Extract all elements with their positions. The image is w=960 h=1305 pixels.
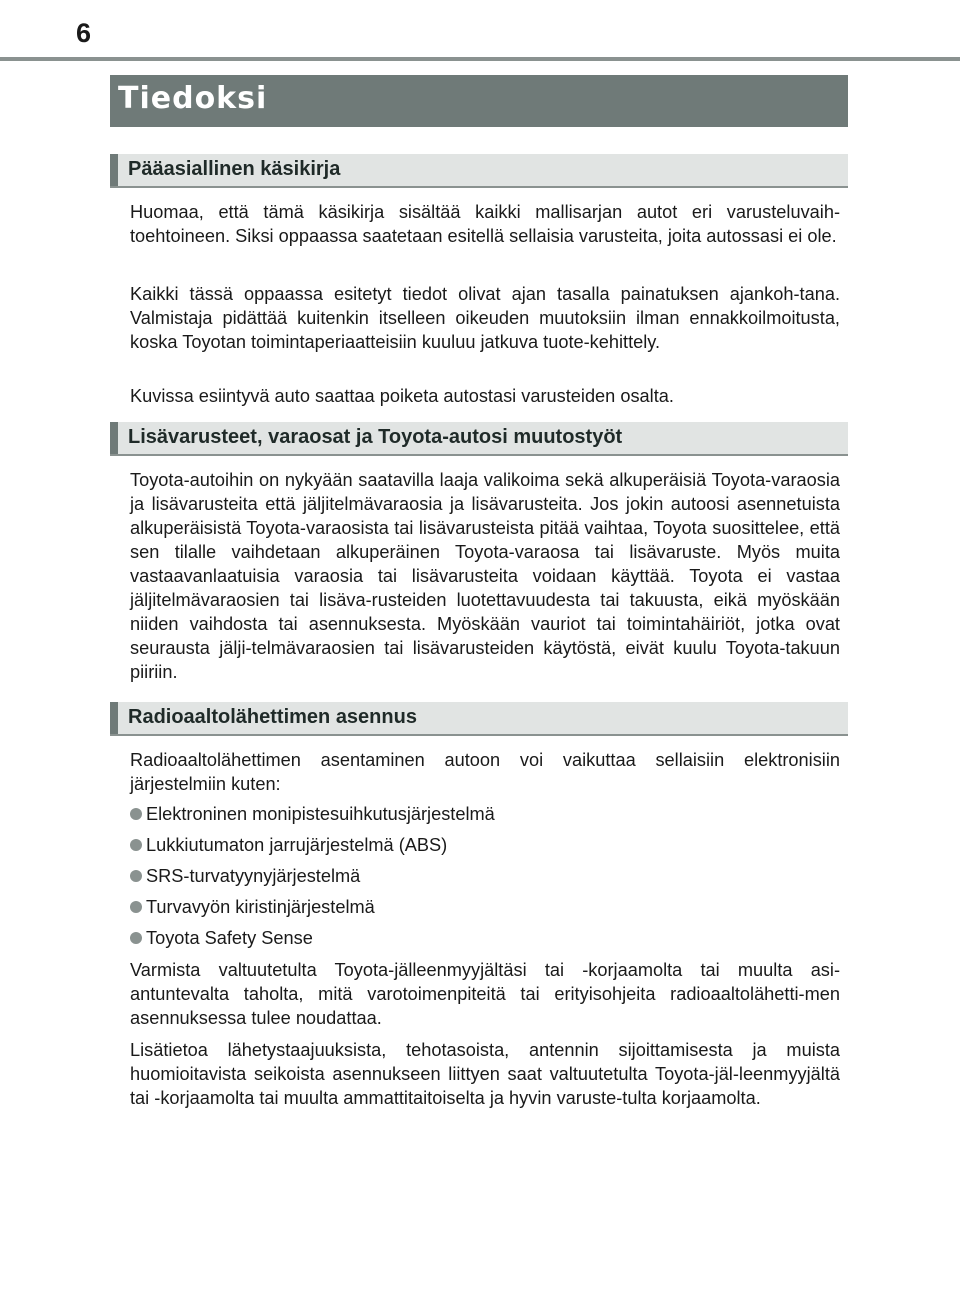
- list-item: [130, 926, 840, 950]
- bullet-icon: [130, 901, 142, 913]
- bullet-icon: [130, 839, 142, 851]
- section-title: Lisävarusteet, varaosat ja Toyota-autosi muutostyöt: [128, 426, 623, 448]
- list-item: [130, 802, 840, 826]
- list-item-text: SRS-turvatyynyjärjestelmä: [146, 866, 361, 886]
- chapter-title: Tiedoksi: [118, 81, 268, 116]
- section-title: Radioaaltolähettimen asennus: [128, 706, 417, 728]
- bullet-icon: [130, 932, 142, 944]
- chapter-banner: [110, 75, 848, 127]
- header-rule: [0, 57, 960, 61]
- list-item-text: Turvavyön kiristinjärjestelmä: [146, 897, 375, 917]
- list-item-text: Toyota Safety Sense: [146, 928, 313, 948]
- paragraph: Kuvissa esiintyvä auto saattaa poiketa autostasi varusteiden osalta.: [130, 386, 674, 406]
- list-item: [130, 833, 840, 857]
- paragraph: Varmista valtuutetulta Toyota-jälleenmyyjältäsi tai -korjaamolta tai muulta asi-antuntevalta taholta, mitä varotoimenpiteitä tai erityisohjeita radioaaltolähetti-men asennuksessa tulee noudattaa.: [130, 960, 840, 1028]
- section-heading-main-manual: [110, 154, 848, 188]
- paragraph: Lisätietoa lähetystaajuuksista, tehotasoista, antennin sijoittamisesta ja muista huomioitavista seikoista asennukseen liittyen saat valtuutetulta Toyota-jäl-leenmyyjältä tai -korjaamolta tai muulta ammattitaitoiselta ja hyvin varuste-tulta korjaamolta.: [130, 1040, 840, 1108]
- section-heading-radio-transmitter: [110, 702, 848, 736]
- section-title: Pääasiallinen käsikirja: [128, 158, 341, 180]
- list-item-text: Lukkiutumaton jarrujärjestelmä (ABS): [146, 835, 448, 855]
- paragraph: Toyota-autoihin on nykyään saatavilla laaja valikoima sekä alkuperäisiä Toyota-varaosia ja lisävarusteita että jäljitelmävaraosia ja lisävarusteita. Jos jokin autoosi asennetuista alkuperäisistä Toyota-varaosista tai lisävarusteista pitää vaihtaa, Toyota suosittelee, että sen tilalle vaihdetaan alkuperäinen Toyota-varaosa tai lisävaruste. Myös muita vastaavanlaatuisia varaosia tai lisävarusteita voidaan käyttää. Toyota ei vastaa jäljitelmävaraosien tai lisäva-rusteiden luotettavuudesta tai takuusta, eikä myöskään niiden vaihdosta tai asennuksesta. Myöskään vauriot tai toimintahäiriöt, jotka ovat seurausta jälji-telmävaraosien tai lisävarusteiden käytöstä, eivät kuulu Toyota-takuun piiriin.: [130, 470, 840, 682]
- list-item-text: Elektroninen monipistesuihkutusjärjestelmä: [146, 804, 495, 824]
- list-item: [130, 864, 840, 888]
- paragraph: Radioaaltolähettimen asentaminen autoon voi vaikuttaa sellaisiin elektronisiin järjestelmiin kuten:: [130, 750, 840, 794]
- paragraph: Kaikki tässä oppaassa esitetyt tiedot olivat ajan tasalla painatuksen ajankoh-tana. Valmistaja pidättää kuitenkin itselleen oikeuden muutoksiin ilman ennakkoilmoitusta, koska Toyotan toimintaperiaatteisiin kuuluu jatkuva tuote-kehittely.: [130, 284, 840, 352]
- page-number: 6: [76, 18, 92, 48]
- bullet-icon: [130, 870, 142, 882]
- list-item: [130, 895, 840, 919]
- section-heading-accessories: [110, 422, 848, 456]
- bullet-icon: [130, 808, 142, 820]
- paragraph: Huomaa, että tämä käsikirja sisältää kaikki mallisarjan autot eri varusteluvaih-toehtoineen. Siksi oppaassa saatetaan esitellä sellaisia varusteita, joita autossasi ei ole.: [130, 202, 840, 246]
